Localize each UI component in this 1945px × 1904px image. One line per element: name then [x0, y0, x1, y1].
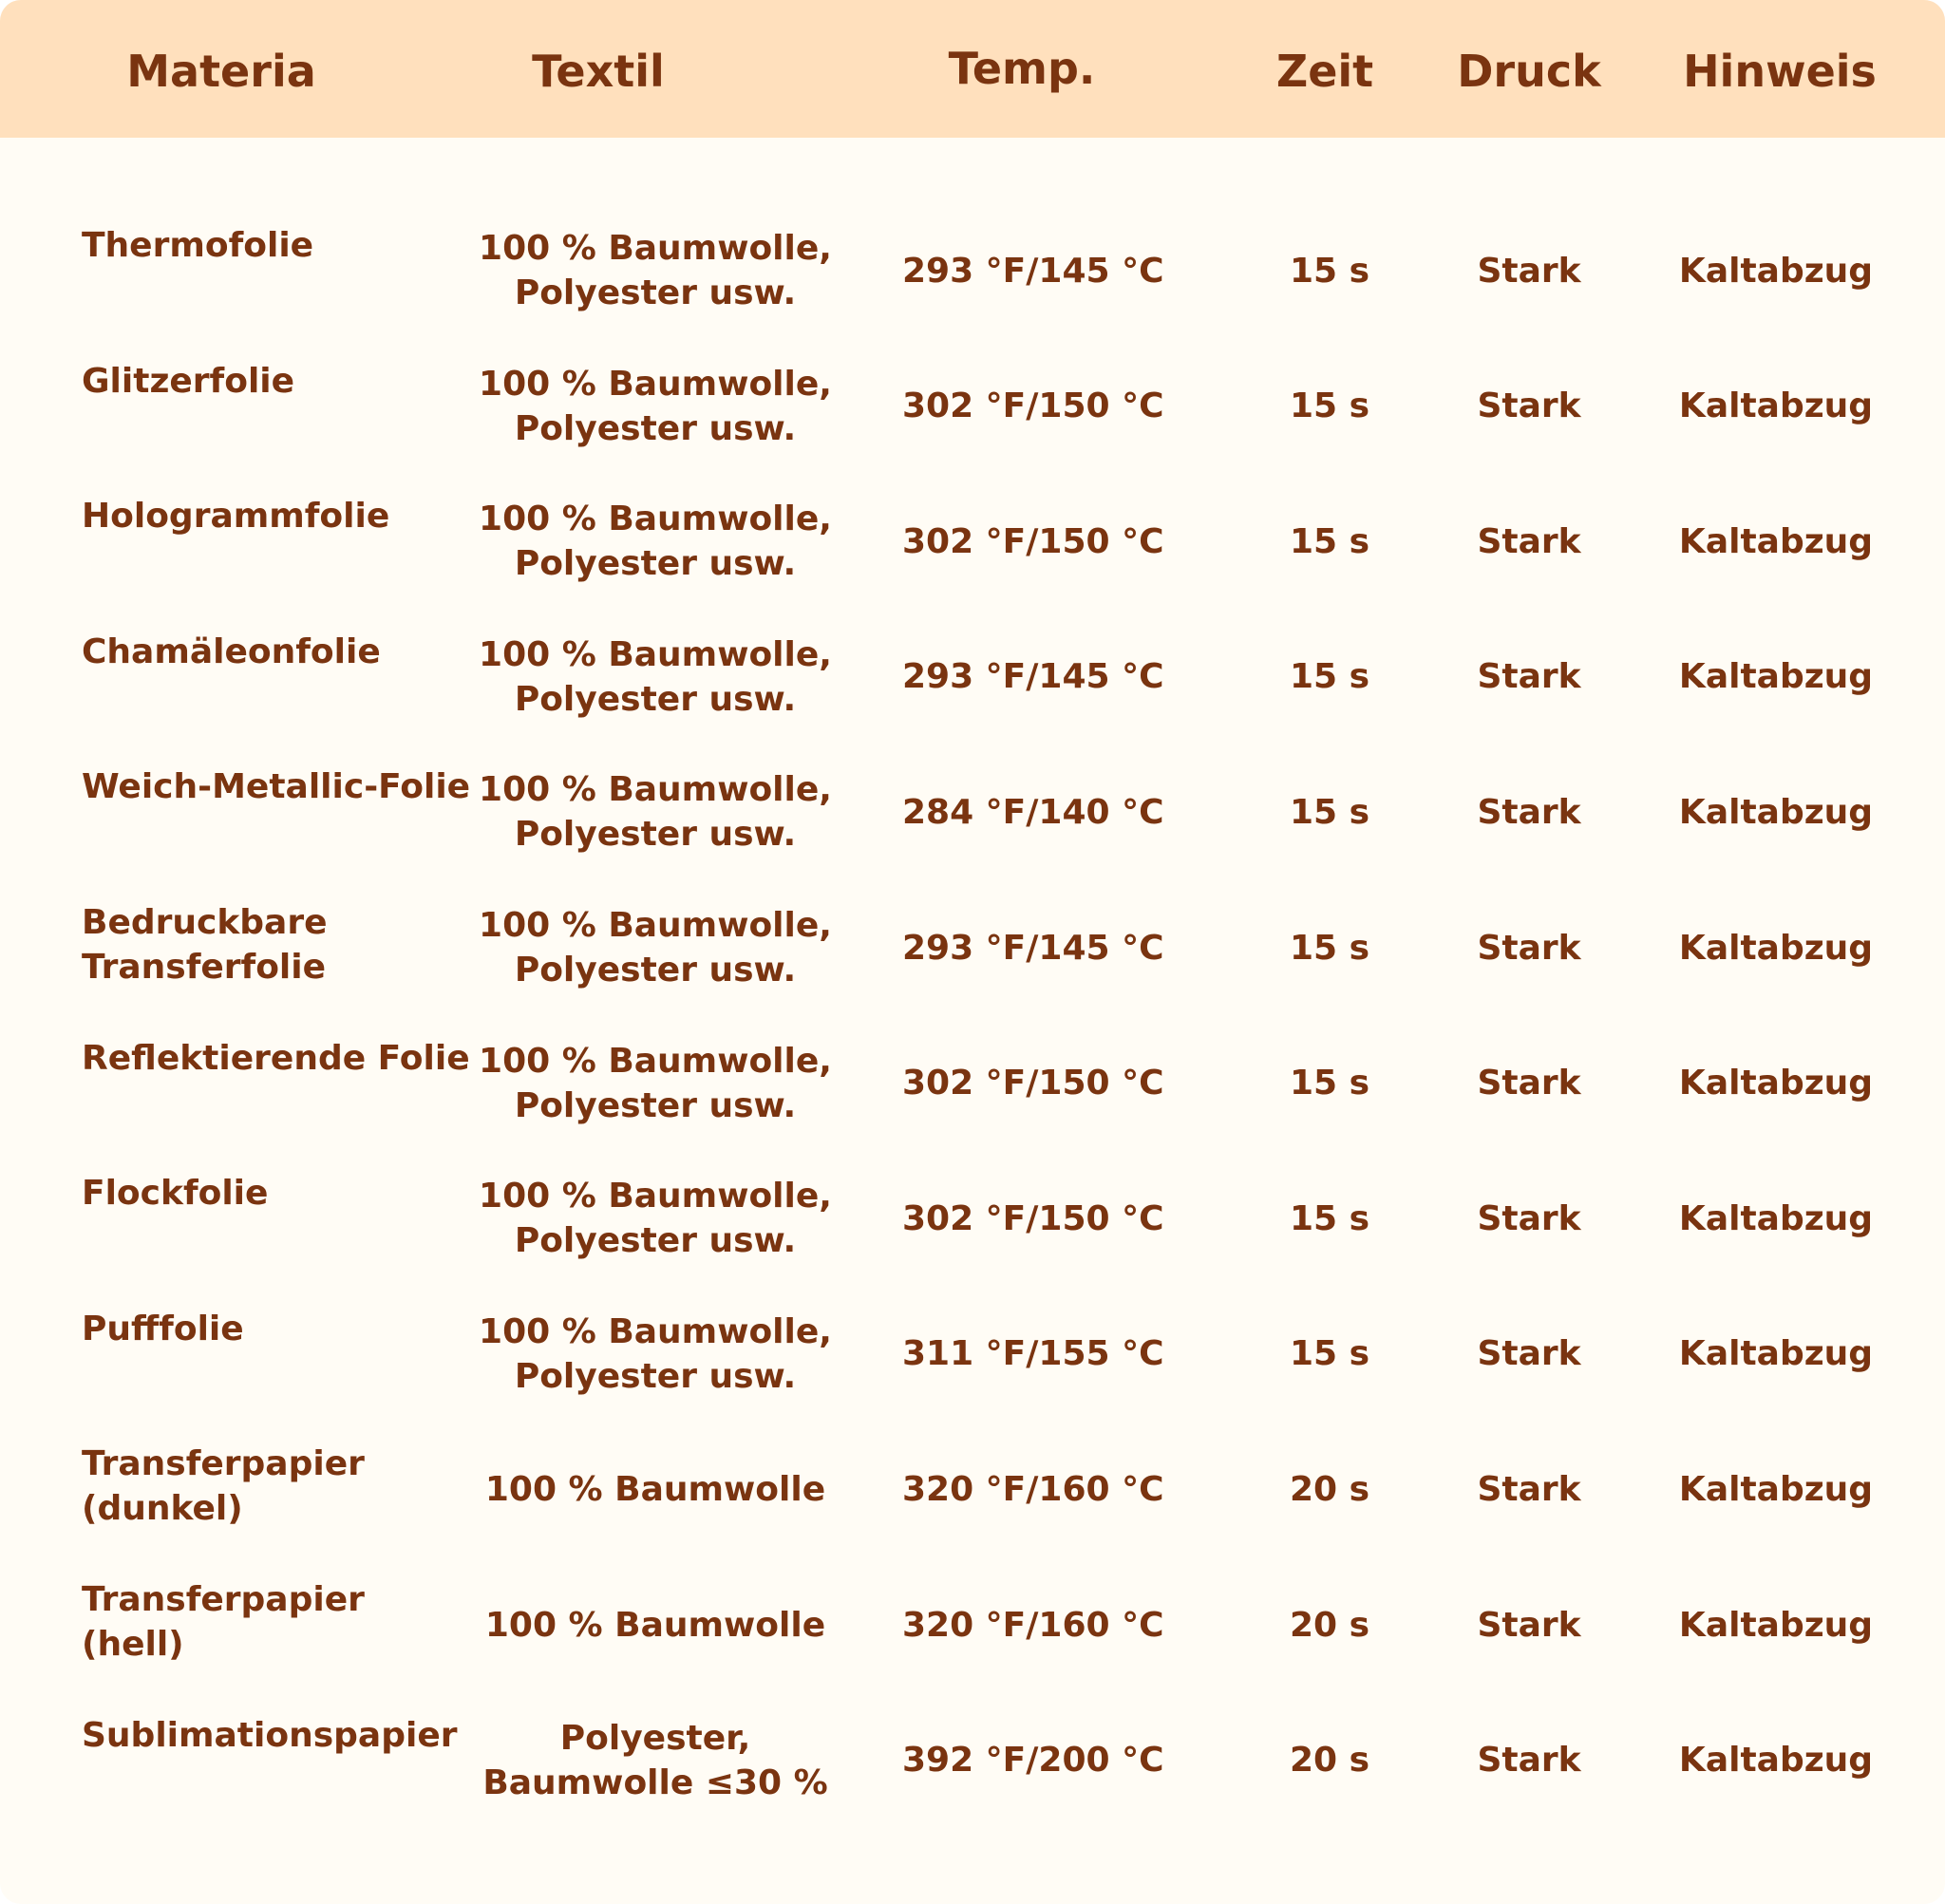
cell-time: 15 s [1289, 521, 1370, 561]
cell-temperature: 320 °F/160 °C [902, 1605, 1164, 1645]
table-row [0, 359, 1945, 492]
header-note: Hinweis [1683, 46, 1877, 97]
cell-material: Bedruckbare Transferfolie [82, 903, 328, 987]
table-row [0, 764, 1945, 897]
cell-note: Kaltabzug [1678, 1605, 1874, 1645]
cell-note: Kaltabzug [1678, 1198, 1874, 1238]
cell-time: 15 s [1289, 1334, 1370, 1374]
cell-temperature: 293 °F/145 °C [902, 657, 1164, 697]
cell-textile: 100 % Baumwolle, Polyester usw. [479, 229, 832, 312]
cell-textile: 100 % Baumwolle, Polyester usw. [479, 1311, 832, 1396]
cell-time: 15 s [1289, 792, 1370, 832]
cell-pressure: Stark [1477, 792, 1581, 832]
table-row [0, 630, 1945, 763]
table-row [0, 900, 1945, 1033]
cell-pressure: Stark [1477, 1198, 1581, 1238]
cell-material: Transferpapier (hell) [82, 1580, 365, 1664]
cell-time: 20 s [1289, 1741, 1370, 1781]
header-textile: Textil [532, 46, 665, 97]
cell-temperature: 392 °F/200 °C [902, 1741, 1164, 1781]
cell-temperature: 302 °F/150 °C [902, 1064, 1164, 1103]
cell-time: 20 s [1289, 1605, 1370, 1645]
cell-note: Kaltabzug [1678, 792, 1874, 832]
cell-material: Pufffolie [82, 1309, 244, 1348]
header-material: Materia [126, 46, 316, 97]
cell-pressure: Stark [1477, 1605, 1581, 1645]
cell-note: Kaltabzug [1678, 251, 1874, 291]
table-row [0, 1442, 1945, 1574]
cell-temperature: 293 °F/145 °C [902, 928, 1164, 968]
table-row [0, 223, 1945, 356]
table-row [0, 494, 1945, 627]
cell-time: 15 s [1289, 1198, 1370, 1238]
cell-material: Reflektierende Folie [82, 1038, 470, 1078]
cell-time: 15 s [1289, 928, 1370, 968]
cell-temperature: 302 °F/150 °C [902, 521, 1164, 561]
cell-time: 15 s [1289, 657, 1370, 697]
cell-pressure: Stark [1477, 657, 1581, 697]
cell-pressure: Stark [1477, 1741, 1581, 1781]
cell-note: Kaltabzug [1678, 1741, 1874, 1781]
cell-textile: 100 % Baumwolle, Polyester usw. [479, 364, 832, 448]
cell-textile: 100 % Baumwolle, Polyester usw. [479, 770, 832, 855]
cell-temperature: 302 °F/150 °C [902, 1198, 1164, 1238]
cell-textile: 100 % Baumwolle, Polyester usw. [479, 500, 832, 584]
cell-note: Kaltabzug [1678, 386, 1874, 426]
table-row [0, 1036, 1945, 1169]
cell-material: Sublimationspapier [82, 1715, 458, 1755]
cell-note: Kaltabzug [1678, 1064, 1874, 1103]
cell-pressure: Stark [1477, 251, 1581, 291]
cell-pressure: Stark [1477, 928, 1581, 968]
header-temperature: Temp. [948, 43, 1096, 94]
cell-textile: 100 % Baumwolle, Polyester usw. [479, 634, 832, 719]
cell-textile: Polyester, Baumwolle ≤30 % [482, 1718, 828, 1802]
cell-material: Thermofolie [82, 226, 314, 265]
cell-textile: 100 % Baumwolle [484, 1605, 826, 1645]
cell-material: Hologrammfolie [82, 497, 390, 537]
cell-temperature: 320 °F/160 °C [902, 1469, 1164, 1509]
cell-pressure: Stark [1477, 1064, 1581, 1103]
cell-note: Kaltabzug [1678, 928, 1874, 968]
cell-time: 15 s [1289, 1064, 1370, 1103]
header-time: Zeit [1275, 46, 1374, 97]
table-row [0, 1713, 1945, 1846]
cell-note: Kaltabzug [1678, 657, 1874, 697]
cell-textile: 100 % Baumwolle, Polyester usw. [479, 906, 832, 990]
header-pressure: Druck [1457, 46, 1601, 97]
cell-pressure: Stark [1477, 1334, 1581, 1374]
cell-material: Glitzerfolie [82, 361, 295, 401]
cell-textile: 100 % Baumwolle, Polyester usw. [479, 1041, 832, 1125]
table-row [0, 1171, 1945, 1304]
cell-textile: 100 % Baumwolle [484, 1469, 826, 1509]
cell-material: Transferpapier (dunkel) [82, 1444, 365, 1529]
cell-material: Chamäleonfolie [82, 632, 381, 671]
cell-note: Kaltabzug [1678, 1334, 1874, 1374]
cell-temperature: 293 °F/145 °C [902, 251, 1164, 291]
cell-pressure: Stark [1477, 1469, 1581, 1509]
cell-material: Weich-Metallic-Folie [82, 767, 471, 807]
cell-pressure: Stark [1477, 521, 1581, 561]
cell-material: Flockfolie [82, 1174, 269, 1214]
cell-temperature: 284 °F/140 °C [902, 792, 1164, 832]
cell-time: 20 s [1289, 1469, 1370, 1509]
table-row [0, 1577, 1945, 1710]
cell-temperature: 311 °F/155 °C [902, 1334, 1164, 1374]
cell-temperature: 302 °F/150 °C [902, 386, 1164, 426]
cell-time: 15 s [1289, 251, 1370, 291]
cell-note: Kaltabzug [1678, 521, 1874, 561]
cell-time: 15 s [1289, 386, 1370, 426]
table-row [0, 1307, 1945, 1440]
cell-textile: 100 % Baumwolle, Polyester usw. [479, 1177, 832, 1261]
cell-note: Kaltabzug [1678, 1469, 1874, 1509]
cell-pressure: Stark [1477, 386, 1581, 426]
